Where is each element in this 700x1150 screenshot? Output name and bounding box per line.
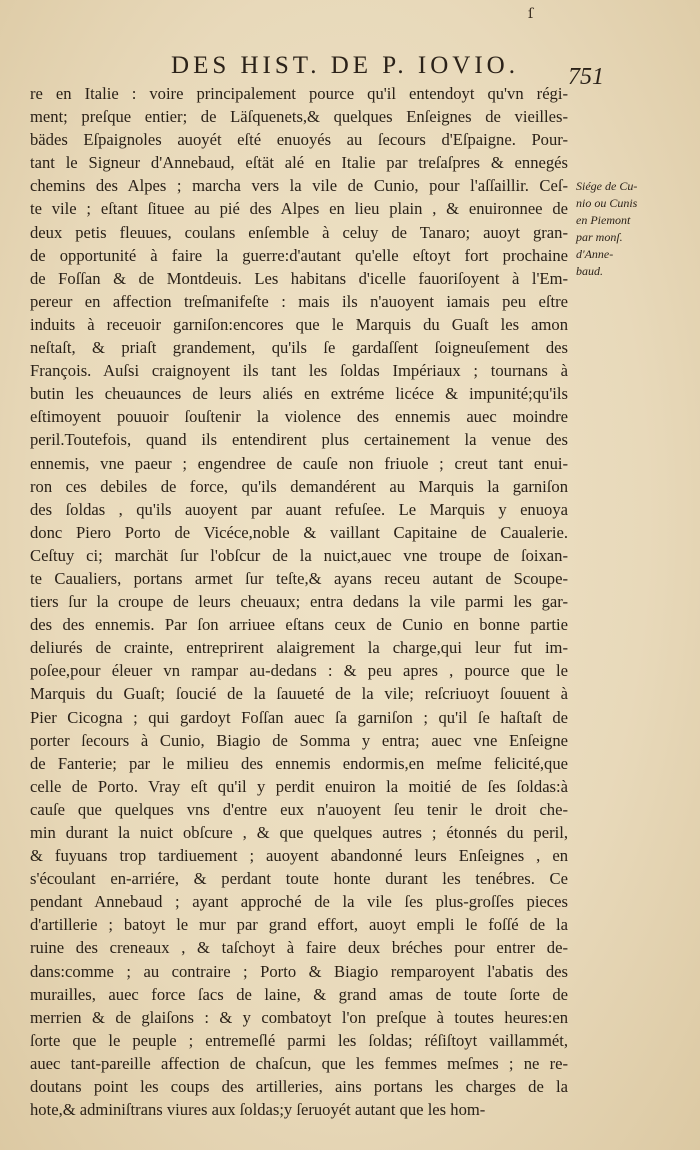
text-line: dans:comme ; au contraire ; Porto & Biagio remparoyent l'abatis des [30, 961, 568, 981]
text-line: Marquis du Guaſt; ſoucié de la ſauueté de la vile; reſcriuoyt ſouuent à [30, 684, 568, 704]
text-line: François. Auſsi craignoyent ils tant les ſoldas Impériaux ; tournans à [30, 361, 568, 381]
marginal-note-line: nio ou Cunis [576, 196, 638, 210]
text-line: des des ennemis. Par ſon arriuee eſtans ceux de Cunio en bonne partie [30, 615, 568, 635]
text-line: bädes Eſpaignoles auoyét eſté enuoyés au ſecours d'Eſpaigne. Pour- [30, 130, 568, 150]
marginal-note-line: en Piemont [576, 213, 631, 227]
text-line: cauſe que quelques vns d'entre eux n'auoyent ſeu tenir le droit che- [30, 799, 568, 819]
text-line: ennemis, vne paeur ; engendree de cauſe non friuole ; creut tant enui- [30, 453, 568, 473]
text-line: induits à receuoir garniſon:encores que le Marquis du Guaſt les amon [30, 314, 568, 334]
text-line: celle de Porto. Vray eſt qu'il y perdit enuiron la moitié de ſes ſoldas:à [30, 776, 568, 796]
text-line: Ceſtuy ci; marchät ſur l'obſcur de la nuict,auec vne troupe de ſoixan- [30, 545, 568, 565]
text-line: eſtimoyent pouuoir ſouſtenir la violence des ennemis auec moindre [30, 407, 568, 427]
text-line: peril.Toutefois, quand ils entendirent plus certainement la venue des [30, 430, 568, 450]
text-line: ruine des creneaux , & taſchoyt à faire deux bréches pour entrer de- [30, 938, 568, 958]
text-line: Pier Cicogna ; qui gardoyt Foſſan auec ſa garniſon ; qu'il ſe haſtaſt de [30, 707, 568, 727]
text-line: doutans point les coups des artilleries, ains portans les charges de la [30, 1077, 568, 1097]
top-mark: ſ [528, 6, 534, 22]
text-line: & fuyuans trop tardiuement ; auoyent abandonné leurs Enſeignes , en [30, 846, 568, 866]
text-line: tant le Signeur d'Annebaud, eſtät alé en Italie par treſaſpres & ennegés [30, 153, 568, 173]
text-line: de Foſſan & de Montdeuis. Les habitans d'icelle fauoriſoyent à l'Em- [30, 268, 568, 288]
text-line: min durant la nuict obſcure , & que quelques autres ; étonnés du peril, [30, 823, 568, 842]
marginal-note-line: Siége de Cu- [576, 179, 638, 193]
text-line: hote,& adminiſtrans viures aux ſoldas;y ſeruoyét autant que les hom- [30, 1100, 486, 1120]
running-head: DES HIST. DE P. IOVIO. [171, 52, 519, 79]
text-line: porter ſecours à Cunio, Biagio de Somma y entra; auec vne Enſeigne [30, 730, 568, 750]
marginal-note-line: par monſ. [576, 230, 623, 244]
text-line: de Fanterie; par le milieu des ennemis endormis,en meſme felicité,que [30, 753, 568, 773]
text-line: deux petis fleuues, coulans enſemble à celuy de Tanaro; auoyt gran- [30, 222, 568, 242]
marginal-note-line: baud. [576, 264, 603, 278]
text-line: pereur en affection treſmanifeſte : mais ils n'auoyent iamais peu eſtre [30, 291, 568, 311]
text-line: ſorte que le peuple ; entremeſlé parmi les ſoldas; réſiſtoyt vaillammét, [30, 1030, 568, 1050]
text-line: ron ces debiles de force, qu'ils demandérent au Marquis la garniſon [30, 476, 568, 496]
text-line: re en Italie : voire principalement pource qu'il entendoyt qu'vn régi- [30, 84, 568, 103]
text-line: des ſoldas , qu'ils auoyent par auant refuſee. Le Marquis y enuoya [30, 499, 568, 519]
page-number: 751 [568, 64, 604, 90]
text-line: neſtaſt, & priaſt grandement, qu'ils ſe gardaſſent ſoigneuſement des [30, 338, 568, 358]
text-line: ment; preſque entier; de Läſquenets,& quelques Enſeignes de vieilles- [30, 107, 568, 127]
text-line: tiers ſur la croupe de leurs cheuaux; entra dedans la vile parmi les gar- [30, 592, 568, 612]
text-line: donc Piero Porto de Vicéce,noble & vaillant Capitaine de Caualerie. [30, 522, 568, 542]
text-line: merrien & de glaiſons : & y combatoyt l'on preſque à toutes heures:en [30, 1007, 568, 1027]
text-line: poſee,pour éleuer vn rampar au-dedans : & peu apres , pource que le [30, 661, 568, 681]
text-line: de opportunité à faire la guerre:d'autant qu'elle eſtoyt fort prochaine [30, 245, 568, 265]
text-line: s'écoulant en-arriére, & perdant toute honte durant les tenébres. Ce [30, 869, 568, 889]
text-line: butin les cheuaunces de leurs aliés en extréme licéce & impunité;qu'ils [30, 384, 568, 404]
text-line: te Caualiers, portans armet ſur teſte,& ayans receu autant de Scoupe- [30, 568, 568, 588]
body-text [30, 82, 568, 1121]
text-line: pendant Annebaud ; ayant approché de la vile ſes plus-groſſes pieces [30, 892, 568, 912]
text-line: murailles, auec force ſacs de laine, & grand amas de toute ſorte de [30, 984, 568, 1004]
marginal-note [576, 178, 686, 280]
text-line: chemins des Alpes ; marcha vers la vile de Cunio, pour l'aſſaillir. Ceſ- [30, 176, 568, 196]
text-line: d'artillerie ; batoyt le mur par grand effort, auoyt empli le foſſé de la [30, 915, 568, 935]
text-line: deliurés de crainte, entreprirent alaigrement la charge,qui leur fut im- [30, 638, 568, 658]
text-line: te vile ; eſtant ſituee au pié des Alpes en lieu plain , & enuironnee de [30, 199, 568, 219]
marginal-note-line: d'Anne- [576, 247, 614, 261]
text-line: auec tant-pareille affection de chaſcun, que les femmes meſmes ; ne re- [30, 1053, 568, 1073]
